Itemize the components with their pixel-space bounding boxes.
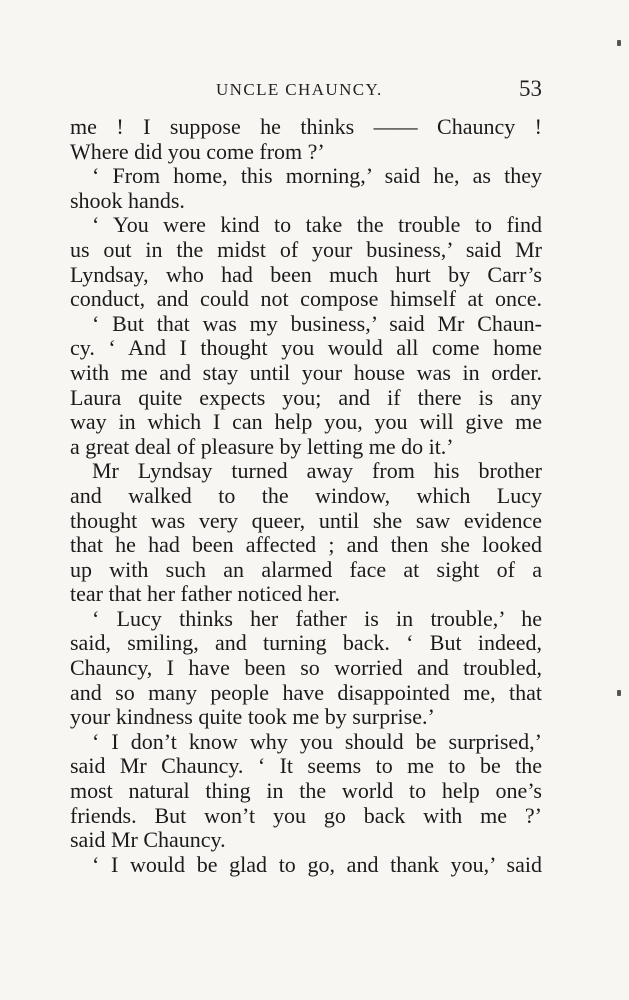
text-line: way in which I can help you, you will give me bbox=[70, 409, 542, 435]
text-line: tear that her father noticed her. bbox=[70, 581, 340, 607]
text-line: ‘ You were kind to take the trouble to find bbox=[92, 212, 542, 238]
text-line: Mr Lyndsay turned away from his brother bbox=[92, 458, 542, 484]
text-line: cy. ‘ And I thought you would all come home bbox=[70, 335, 542, 361]
text-line: and so many people have disappointed me, that bbox=[70, 679, 542, 705]
text-line: and walked to the window, which Lucy bbox=[70, 482, 542, 508]
text-line: us out in the midst of your business,’ said Mr bbox=[70, 236, 542, 262]
text-line: Lyndsay, who had been much hurt by Carr’s bbox=[70, 261, 542, 287]
text-line: your kindness quite took me by surprise.’ bbox=[70, 704, 435, 730]
running-header bbox=[70, 76, 542, 106]
text-line: Chauncy, I have been so worried and troubled, bbox=[70, 655, 542, 681]
running-title: UNCLE CHAUNCY. bbox=[216, 80, 383, 99]
text-line: up with such an alarmed face at sight of a bbox=[70, 556, 542, 582]
print-speck bbox=[617, 690, 621, 696]
text-line: conduct, and could not compose himself at once. bbox=[70, 286, 542, 312]
text-line: me ! I suppose he thinks —— Chauncy ! bbox=[70, 114, 542, 139]
text-line: most natural thing in the world to help one’s bbox=[70, 778, 542, 804]
text-line: Laura quite expects you; and if there is any bbox=[70, 384, 542, 410]
text-line: thought was very queer, until she saw evidence bbox=[70, 507, 542, 533]
text-line: that he had been affected ; and then she looked bbox=[70, 532, 542, 558]
text-line: ‘ But that was my business,’ said Mr Chaun- bbox=[92, 310, 542, 336]
text-line: ‘ Lucy thinks her father is in trouble,’ he bbox=[92, 605, 542, 631]
text-line: shook hands. bbox=[70, 187, 185, 213]
text-line: friends. But won’t you go back with me ?’ bbox=[70, 802, 542, 828]
text-line: with me and stay until your house was in order. bbox=[70, 359, 542, 385]
text-line: ‘ I would be glad to go, and thank you,’ said bbox=[92, 851, 542, 877]
text-line: said, smiling, and turning back. ‘ But indeed, bbox=[70, 630, 542, 656]
text-line: said Mr Chauncy. ‘ It seems to me to be the bbox=[70, 753, 542, 779]
print-speck bbox=[617, 40, 621, 46]
text-line: Where did you come from ?’ bbox=[70, 138, 325, 164]
text-line: ‘ I don’t know why you should be surprised,’ bbox=[92, 728, 542, 754]
body-text bbox=[70, 115, 542, 877]
text-line: a great deal of pleasure by letting me do it.’ bbox=[70, 433, 454, 459]
text-line: ‘ From home, this morning,’ said he, as they bbox=[92, 163, 542, 189]
page-number: 53 bbox=[519, 76, 542, 101]
text-line: said Mr Chauncy. bbox=[70, 827, 226, 853]
